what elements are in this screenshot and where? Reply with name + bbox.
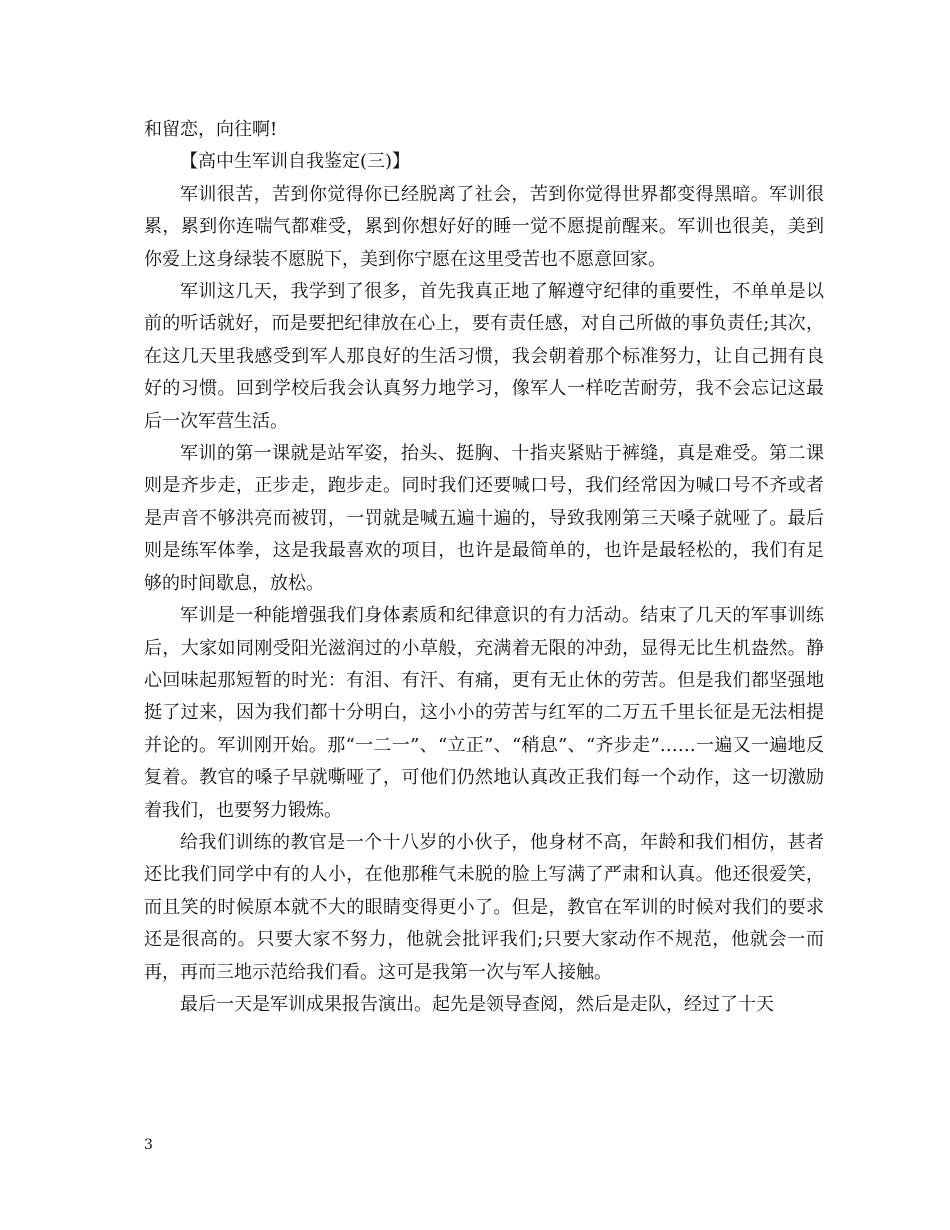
paragraph-4: 军训是一种能增强我们身体素质和纪律意识的有力活动。结束了几天的军事训练后，大家如同刚受阳光滋润过的小草般，充满着无限的冲劲，显得无比生机盎然。静心回味起那短暂的时光：有泪、有汗、有痛，更有无止休的劳苦。但是我们都坚强地挺了过来，因为我们都十分明白，这小小的劳苦与红军的二万五千里长征是无法相提并论的。军训刚开始。那“一二一”、“立正”、“稍息”、“齐步走”……一遍又一遍地反复着。教官的嗓子早就嘶哑了，可他们仍然地认真改正我们每一个动作，这一切激励着我们，也要努力锻炼。 xyxy=(144,605,824,821)
page-number: 3 xyxy=(144,1137,153,1153)
paragraph-2: 军训这几天，我学到了很多，首先我真正地了解遵守纪律的重要性，不单单是以前的听话就好，而是要把纪律放在心上，要有责任感，对自己所做的事负责任;其次，在这几天里我感受到军人那良好的生活习惯，我会朝着那个标准努力，让自己拥有良好的习惯。回到学校后我会认真努力地学习，像军人一样吃苦耐劳，我不会忘记这最后一次军营生活。 xyxy=(144,281,824,432)
paragraph-1: 军训很苦，苦到你觉得你已经脱离了社会，苦到你觉得世界都变得黑暗。军训很累，累到你连喘气都难受，累到你想好好的睡一觉不愿提前醒来。军训也很美，美到你爱上这身绿装不愿脱下，美到你宁愿在这里受苦也不愿意回家。 xyxy=(144,183,824,270)
paragraph-3: 军训的第一课就是站军姿，抬头、挺胸、十指夹紧贴于裤缝，真是难受。第二课则是齐步走，正步走，跑步走。同时我们还要喊口号，我们经常因为喊口号不齐或者是声音不够洪亮而被罚，一罚就是喊五遍十遍的，导致我刚第三天嗓子就哑了。最后则是练军体拳，这是我最喜欢的项目，也许是最简单的，也许是最轻松的，我们有足够的时间歇息，放松。 xyxy=(144,443,824,594)
document-body xyxy=(144,114,824,1021)
continuation-line: 和留恋，向往啊! xyxy=(144,119,278,140)
section-heading: 【高中生军训自我鉴定(三)】 xyxy=(180,151,411,173)
paragraph-6: 最后一天是军训成果报告演出。起先是领导查阅，然后是走队，经过了十天 xyxy=(180,993,774,1015)
paragraph-5: 给我们训练的教官是一个十八岁的小伙子，他身材不高，年龄和我们相仿，甚者还比我们同学中有的人小，在他那稚气未脱的脸上写满了严肃和认真。他还很爱笑，而且笑的时候原本就不大的眼睛变得更小了。但是，教官在军训的时候对我们的要求还是很高的。只要大家不努力，他就会批评我们;只要大家动作不规范，他就会一而再，再而三地示范给我们看。这可是我第一次与军人接触。 xyxy=(144,831,824,983)
